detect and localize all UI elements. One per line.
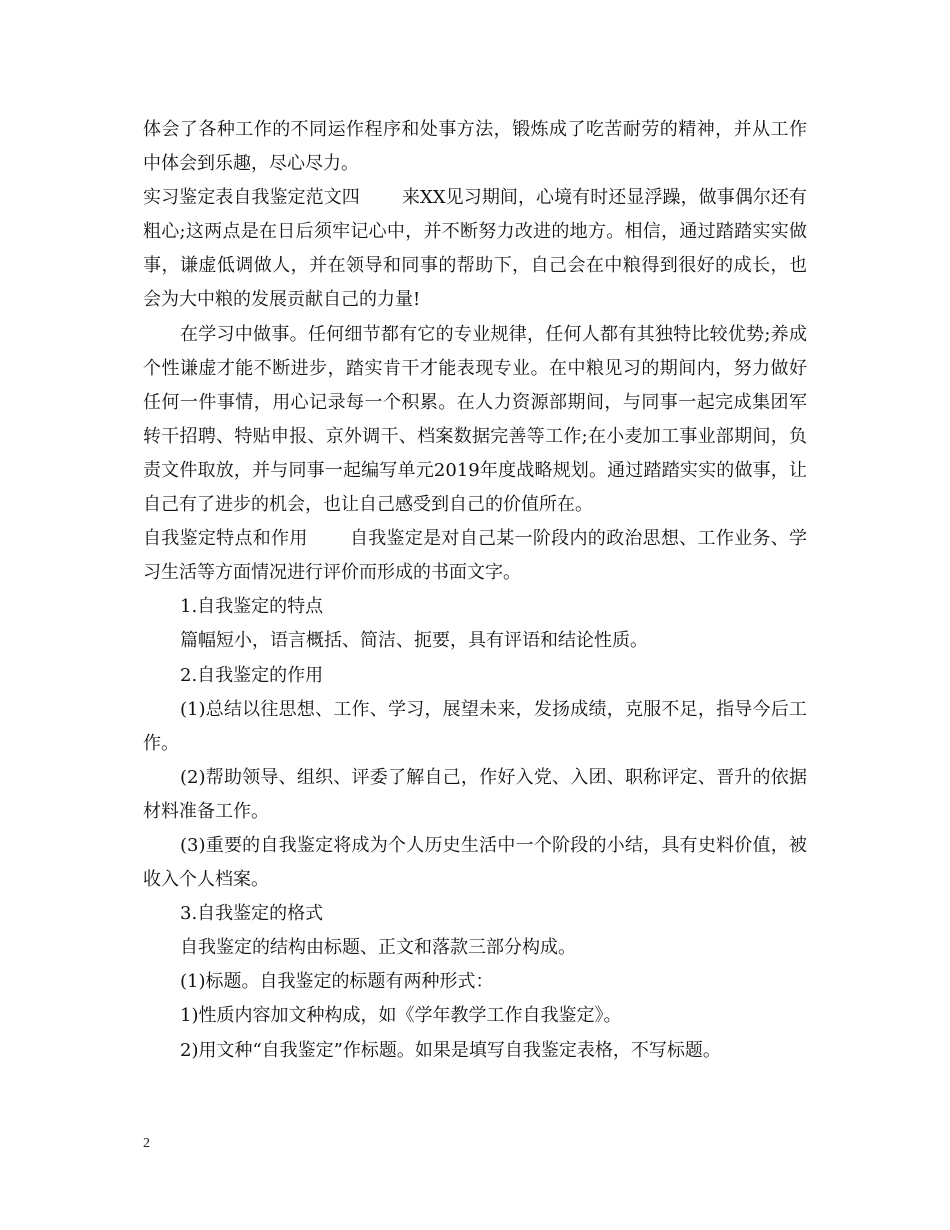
- subheading-format: 3.自我鉴定的格式: [180, 903, 324, 925]
- list-item-function-1: (1)总结以往思想、工作、学习，展望未来，发扬成绩，克服不足，指导今后工作。: [143, 698, 807, 754]
- paragraph-structure: 自我鉴定的结构由标题、正文和落款三部分构成。: [180, 937, 576, 959]
- subheading-functions: 2.自我鉴定的作用: [180, 664, 324, 686]
- list-item-function-2: (2)帮助领导、组织、评委了解自己，作好入党、入团、职称评定、晋升的依据材料准备工作。: [143, 766, 807, 822]
- list-item-function-3: (3)重要的自我鉴定将成为个人历史生活中一个阶段的小结，具有史料价值，被收入个人档案。: [143, 834, 807, 891]
- list-item-title-form-1: 1)性质内容加文种构成，如《学年教学工作自我鉴定》。: [180, 1005, 622, 1027]
- paragraph-3: 在学习中做事。任何细节都有它的专业规律，任何人都有其独特比较优势;养成个性谦虚才能不断进步，踏实肯干才能表现专业。在中粮见习的期间内，努力做好任何一件事情，用心记录每一个积累。在人力资源部期间，与同事一起完成集团军转干招聘、特贴申报、京外调干、档案数据完善等工作;在小麦加工事业部期间，负责文件取放，并与同事一起编写单元2019年度战略规划。通过踏踏实实的做事，让自己有了进步的机会，也让自己感受到自己的价值所在。: [143, 323, 807, 516]
- list-item-title-form-2: 2)用文种“自我鉴定”作标题。如果是填写自我鉴定表格，不写标题。: [180, 1039, 721, 1061]
- subheading-features: 1.自我鉴定的特点: [180, 596, 324, 618]
- section-heading-2: 自我鉴定特点和作用: [143, 528, 308, 550]
- paragraph-features: 篇幅短小，语言概括、简洁、扼要，具有评语和结论性质。: [180, 630, 648, 652]
- document-body: [143, 113, 807, 1068]
- list-item-title: (1)标题。自我鉴定的标题有两种形式：: [180, 971, 494, 993]
- paragraph-4-text: 自我鉴定是对自己某一阶段内的政治思想、工作业务、学习生活等方面情况进行评价而形成的书面文字。: [143, 528, 808, 584]
- paragraph-4: [143, 522, 807, 590]
- paragraph-2: [143, 181, 807, 317]
- paragraph-2-text: 来XX见习期间，心境有时还显浮躁，做事偶尔还有粗心;这两点是在日后须牢记心中，并不断努力改进的地方。相信，通过踏踏实实做事，谦虚低调做人，并在领导和同事的帮助下，自己会在中粮得到很好的成长，也会为大中粮的发展贡献自己的力量!: [143, 187, 807, 311]
- section-heading-1: 实习鉴定表自我鉴定范文四: [143, 187, 360, 209]
- paragraph-1: 体会了各种工作的不同运作程序和处事方法，锻炼成了吃苦耐劳的精神，并从工作中体会到乐趣，尽心尽力。: [143, 119, 807, 175]
- page-number: 2: [143, 1136, 150, 1151]
